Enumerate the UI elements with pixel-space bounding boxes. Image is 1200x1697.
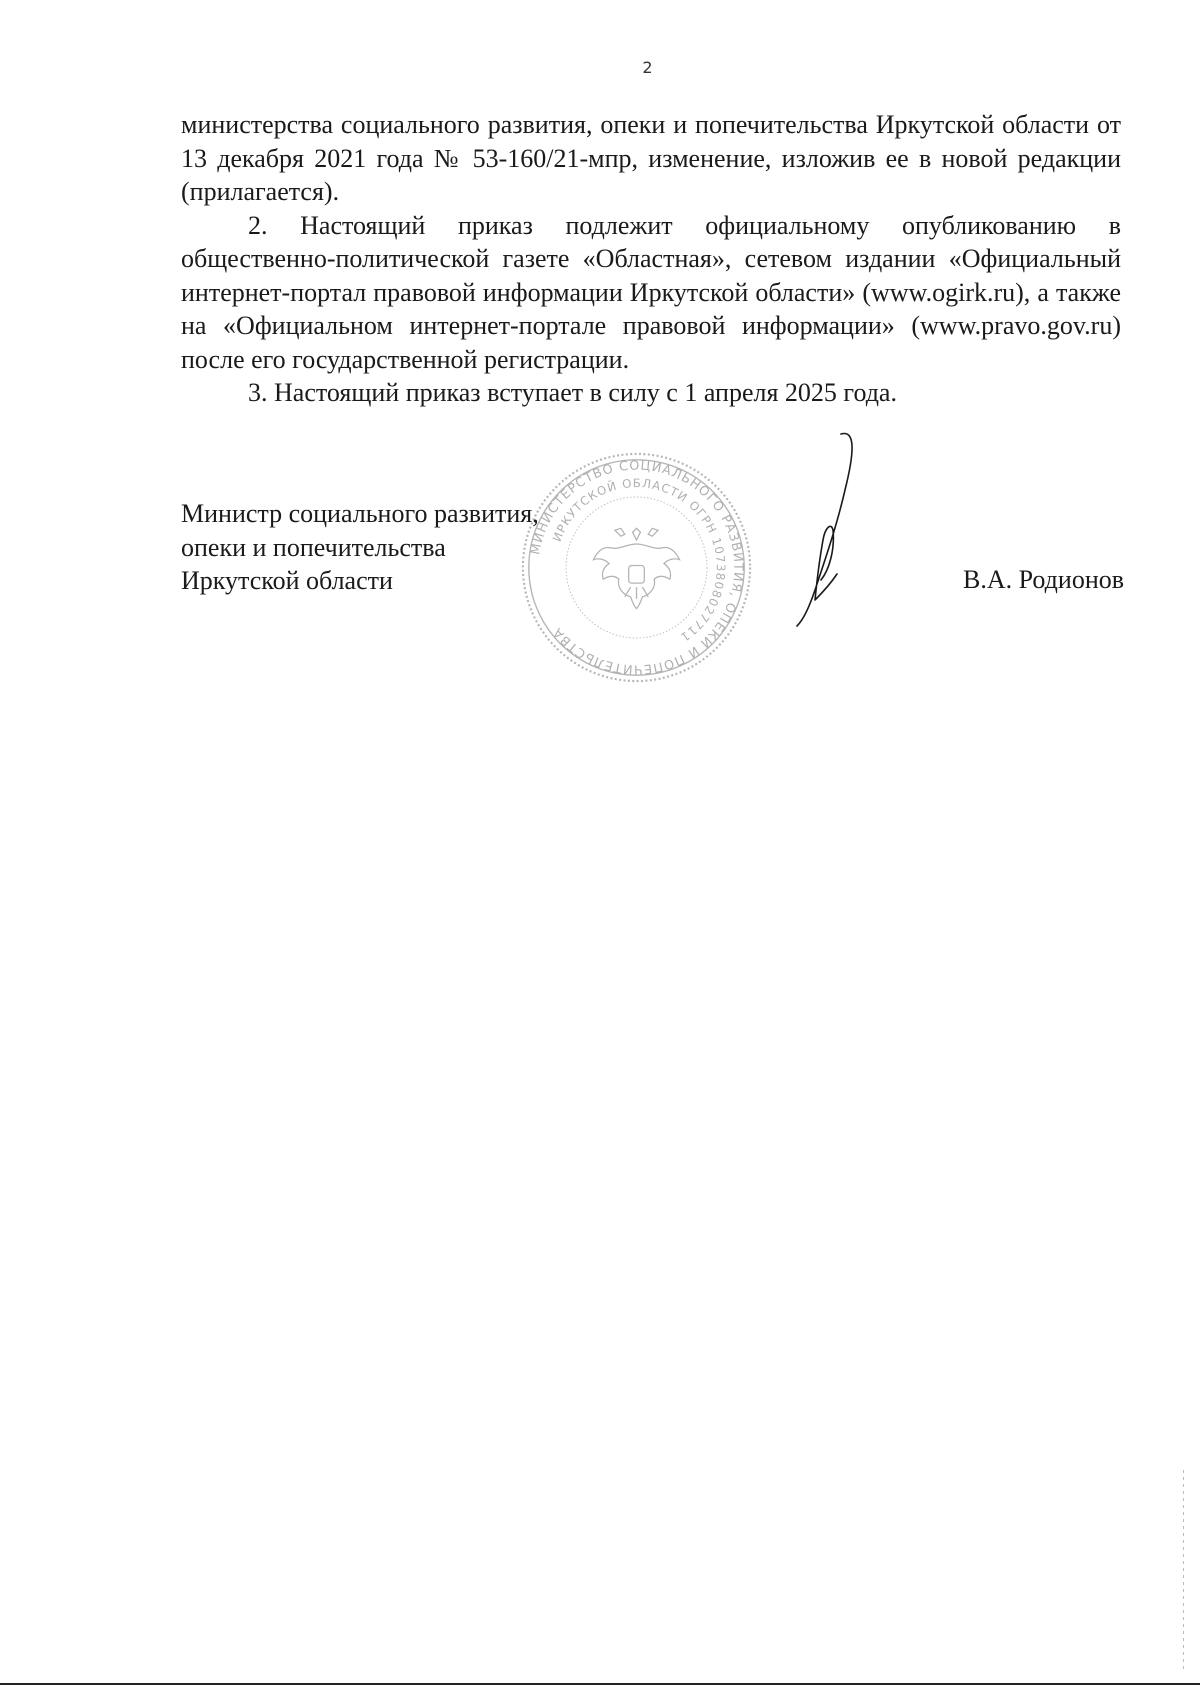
signer-position-line-2: опеки и попечительства [181, 532, 446, 562]
scan-margin-mark [1183, 1470, 1184, 1670]
official-seal-stamp [519, 450, 754, 685]
seal-inner-text: ИРКУТСКОЙ ОБЛАСТИ ОГРН 1073808027711 [549, 476, 728, 645]
handwritten-signature [785, 430, 875, 630]
signature-block [181, 497, 539, 598]
signer-position-line-3: Иркутской области [181, 566, 393, 595]
seal-outer-text: МИНИСТЕРСТВО СОЦИАЛЬНОГО РАЗВИТИЯ, ОПЕКИ И ПОПЕЧИТЕЛЬСТВА [527, 457, 747, 678]
bottom-scan-edge [0, 1683, 1200, 1685]
document-body [181, 108, 1121, 410]
page-number: 2 [642, 58, 653, 77]
signer-position-line-1: Министр социального развития, [181, 499, 539, 528]
paragraph-1: министерства социального развития, опеки и попечительства Иркутской области от 13 декабря 2021 года № 53-160/21-мпр, изменение, изложив ее в новой редакции (прилагается). [181, 110, 1121, 206]
paragraph-2: 2. Настоящий приказ подлежит официальному опубликованию в общественно-политической газете «Областная», сетевом издании «Официальный интернет-портал правовой информации Иркутской области» (www.ogirk.ru), а также на «Официальном интернет-портале правовой информации» (www.pravo.gov.ru) после его государственной регистрации. [181, 210, 1121, 374]
signer-name: В.А. Родионов [963, 565, 1125, 594]
coat-of-arms-icon [593, 528, 679, 608]
paragraph-3: 3. Настоящий приказ вступает в силу с 1 апреля 2025 года. [248, 378, 897, 407]
